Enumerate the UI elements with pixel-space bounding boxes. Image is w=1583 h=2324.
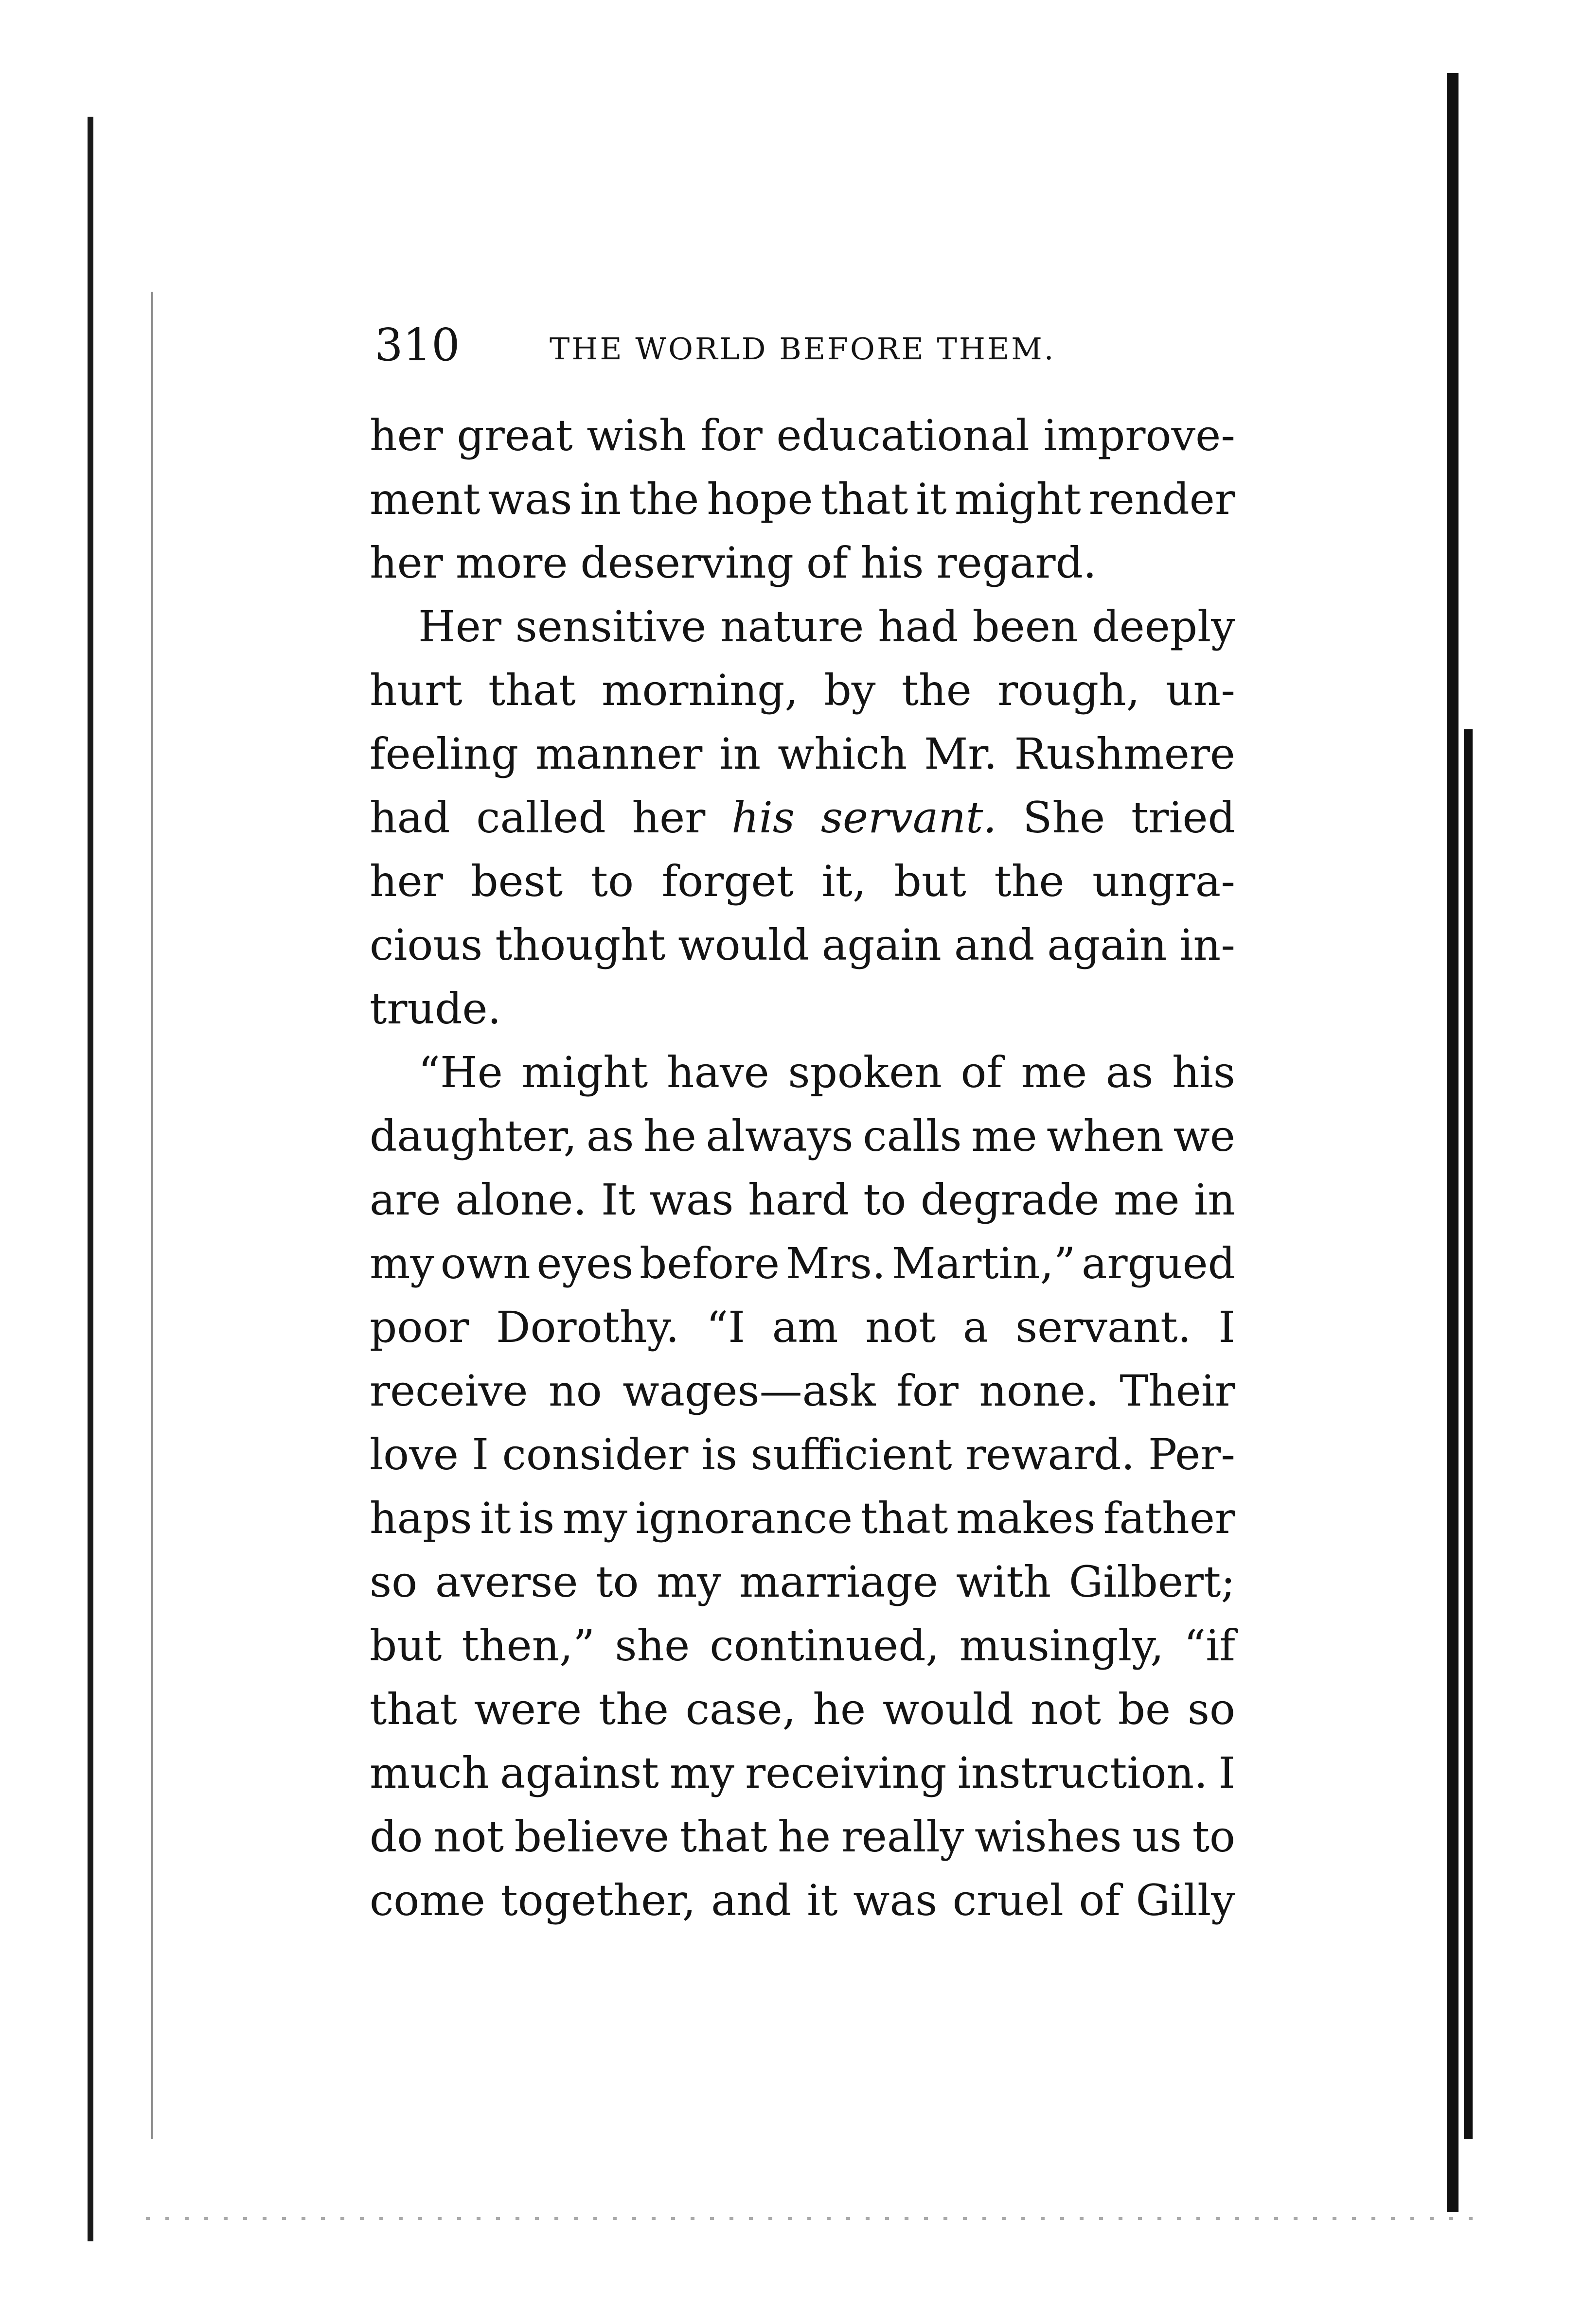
word: then,”: [462, 1620, 595, 1671]
word: it: [480, 1493, 511, 1543]
word: the: [994, 856, 1065, 906]
word: eyes: [536, 1238, 634, 1288]
text-line: [370, 1550, 1235, 1614]
text-line: [370, 786, 1235, 849]
word: would: [882, 1684, 1014, 1734]
word: was: [853, 1875, 938, 1925]
word: were: [474, 1684, 582, 1734]
word: do: [370, 1812, 423, 1862]
word: great: [457, 410, 573, 460]
word: always: [706, 1111, 854, 1161]
word: none.: [979, 1366, 1099, 1416]
word: I: [1218, 1748, 1235, 1798]
word: Mrs.: [785, 1238, 886, 1288]
word: his: [1172, 1047, 1235, 1097]
word: was: [488, 474, 572, 524]
scan-edge-right-shadow: [1464, 729, 1473, 2139]
word: best: [471, 856, 563, 906]
word: poor: [370, 1302, 469, 1352]
word: thought: [495, 920, 666, 970]
word: might: [954, 474, 1081, 524]
scan-bottom-smudge: [146, 2217, 1483, 2220]
word: ungra-: [1092, 856, 1235, 906]
word: case,: [685, 1684, 796, 1734]
word: makes: [956, 1493, 1096, 1543]
word: together,: [500, 1875, 696, 1925]
text-line: [370, 1423, 1235, 1486]
word: alone.: [455, 1175, 587, 1225]
word: that: [820, 474, 908, 524]
word: which: [778, 729, 907, 779]
word: that: [488, 665, 576, 715]
word: Per-: [1148, 1429, 1235, 1479]
word: by: [824, 665, 876, 715]
word: my: [669, 1748, 734, 1798]
word: we: [1173, 1111, 1235, 1161]
word: instruction.: [957, 1748, 1208, 1798]
word: us: [1132, 1812, 1182, 1862]
word: Mr.: [924, 729, 997, 779]
word: receiving: [745, 1748, 947, 1798]
text-line: [370, 531, 1235, 595]
word: am: [772, 1302, 838, 1352]
word: argued: [1082, 1238, 1235, 1288]
word: cious: [370, 920, 483, 970]
word: the: [598, 1684, 669, 1734]
word: in: [1194, 1175, 1235, 1225]
word: morning,: [602, 665, 799, 715]
word: might: [521, 1047, 648, 1097]
word: when: [1047, 1111, 1164, 1161]
word: father: [1103, 1493, 1235, 1543]
page-number: 310: [374, 319, 460, 371]
word: no: [549, 1366, 602, 1416]
text-line: [370, 1805, 1235, 1868]
word: been: [972, 601, 1078, 651]
word: that: [860, 1493, 948, 1543]
word: Gilly: [1136, 1875, 1235, 1925]
scan-edge-right: [1447, 73, 1458, 2212]
word: that: [679, 1812, 767, 1862]
word: called: [476, 792, 606, 843]
word: educational: [776, 410, 1030, 460]
scan-edge-left-shadow: [151, 292, 153, 2139]
word: musingly,: [959, 1620, 1164, 1671]
word: render: [1088, 474, 1235, 524]
word: averse: [435, 1557, 578, 1607]
word: again: [821, 920, 942, 970]
word: deserving: [580, 538, 794, 588]
word: cruel: [952, 1875, 1064, 1925]
word: trude.: [370, 984, 501, 1034]
word: but: [894, 856, 966, 906]
word: She: [1023, 792, 1105, 843]
word: it,: [821, 856, 866, 906]
word: calls: [863, 1111, 962, 1161]
text-line: [370, 1741, 1235, 1805]
word: consider: [502, 1429, 689, 1479]
word: receive: [370, 1366, 528, 1416]
word: my: [657, 1557, 722, 1607]
word: Gilbert;: [1068, 1557, 1235, 1607]
word: wish: [587, 410, 687, 460]
word: tried: [1131, 792, 1235, 843]
word: my: [370, 1238, 435, 1288]
word: come: [370, 1875, 485, 1925]
word: not: [865, 1302, 936, 1352]
word: daughter,: [370, 1111, 577, 1161]
text-line: [370, 595, 1235, 658]
word: her: [632, 792, 706, 843]
word: was: [649, 1175, 734, 1225]
word: me: [1021, 1047, 1087, 1097]
running-head: THE WORLD BEFORE THEM.: [550, 331, 1056, 367]
word: sufficient: [750, 1429, 952, 1479]
text-line: [370, 658, 1235, 722]
text-line: [370, 1104, 1235, 1168]
word: before: [640, 1238, 780, 1288]
word: so: [370, 1557, 418, 1607]
word: he: [778, 1812, 831, 1862]
word: “if: [1184, 1620, 1235, 1671]
word: spoken: [788, 1047, 942, 1097]
word: manner: [535, 729, 703, 779]
text-line: [370, 1486, 1235, 1550]
word: but: [370, 1620, 442, 1671]
word: more: [455, 538, 568, 588]
word: to: [863, 1175, 907, 1225]
text-line: [370, 1677, 1235, 1741]
word: deeply: [1092, 601, 1235, 651]
word: rough,: [997, 665, 1140, 715]
word: it: [916, 474, 947, 524]
word: that: [370, 1684, 457, 1734]
word: improve-: [1043, 410, 1235, 460]
word: of: [806, 538, 848, 588]
text-line: [370, 1040, 1235, 1104]
word: ment: [370, 474, 480, 524]
word: and: [954, 920, 1035, 970]
word: as: [586, 1111, 634, 1161]
word: forget: [661, 856, 794, 906]
word: own: [440, 1238, 531, 1288]
word: her: [370, 856, 443, 906]
word: continued,: [710, 1620, 940, 1671]
word: a: [962, 1302, 989, 1352]
word: and: [711, 1875, 792, 1925]
text-line: [370, 1232, 1235, 1295]
word: feeling: [370, 729, 519, 779]
text-line: [370, 722, 1235, 786]
word: she: [615, 1620, 690, 1671]
text-line: [370, 404, 1235, 467]
word: her: [370, 538, 443, 588]
word: had: [878, 601, 959, 651]
word: of: [1079, 1875, 1121, 1925]
word: would: [678, 920, 809, 970]
word: Martin,”: [891, 1238, 1076, 1288]
text-line: [370, 1359, 1235, 1423]
word: hurt: [370, 665, 462, 715]
word: again: [1047, 920, 1167, 970]
text-line: [370, 1868, 1235, 1932]
word: wishes: [974, 1812, 1122, 1862]
word: in: [580, 474, 622, 524]
word: is: [701, 1429, 738, 1479]
word: her: [370, 410, 443, 460]
word: had: [370, 792, 450, 843]
word: un-: [1165, 665, 1235, 715]
word: servant.: [1015, 1302, 1192, 1352]
word: in: [719, 729, 761, 779]
word: “He: [418, 1047, 503, 1097]
word: his: [731, 792, 795, 843]
text-line: [370, 1614, 1235, 1677]
word: sensitive: [515, 601, 707, 651]
word: be: [1118, 1684, 1171, 1734]
word: his: [860, 538, 924, 588]
word: haps: [370, 1493, 472, 1543]
body-text: [370, 404, 1235, 1932]
word: for: [700, 410, 763, 460]
word: hope: [707, 474, 813, 524]
word: me: [1114, 1175, 1180, 1225]
text-line: [370, 1168, 1235, 1232]
word: “I: [706, 1302, 746, 1352]
text-line: [370, 467, 1235, 531]
word: my: [562, 1493, 627, 1543]
word: reward.: [965, 1429, 1135, 1479]
word: he: [643, 1111, 696, 1161]
word: so: [1187, 1684, 1235, 1734]
word: It: [601, 1175, 636, 1225]
word: really: [841, 1812, 964, 1862]
word: for: [896, 1366, 959, 1416]
word: in-: [1179, 920, 1235, 970]
word: nature: [720, 601, 864, 651]
word: the: [629, 474, 699, 524]
word: I: [1218, 1302, 1235, 1352]
word: have: [666, 1047, 769, 1097]
word: regard.: [936, 538, 1097, 588]
word: believe: [514, 1812, 670, 1862]
word: not: [433, 1812, 504, 1862]
word: wages—ask: [623, 1366, 876, 1416]
word: servant.: [820, 792, 997, 843]
text-line: [370, 849, 1235, 913]
word: Dorothy.: [496, 1302, 679, 1352]
page-header: [374, 316, 1298, 374]
word: me: [971, 1111, 1037, 1161]
word: love: [370, 1429, 459, 1479]
word: to: [596, 1557, 639, 1607]
word: as: [1105, 1047, 1154, 1097]
text-line: [370, 977, 1235, 1040]
word: the: [901, 665, 972, 715]
word: against: [500, 1748, 659, 1798]
word: it: [807, 1875, 838, 1925]
word: are: [370, 1175, 441, 1225]
word: ignorance: [635, 1493, 853, 1543]
word: I: [472, 1429, 489, 1479]
word: with: [956, 1557, 1051, 1607]
word: of: [960, 1047, 1003, 1097]
word: to: [590, 856, 634, 906]
text-line: [370, 1295, 1235, 1359]
word: is: [519, 1493, 555, 1543]
word: to: [1192, 1812, 1235, 1862]
word: he: [813, 1684, 866, 1734]
word: Rushmere: [1014, 729, 1235, 779]
word: degrade: [920, 1175, 1100, 1225]
scan-edge-left: [88, 117, 93, 2241]
word: not: [1030, 1684, 1101, 1734]
word: hard: [748, 1175, 849, 1225]
word: Their: [1120, 1366, 1235, 1416]
word: Her: [418, 601, 501, 651]
text-line: [370, 913, 1235, 977]
word: marriage: [739, 1557, 939, 1607]
word: much: [370, 1748, 490, 1798]
